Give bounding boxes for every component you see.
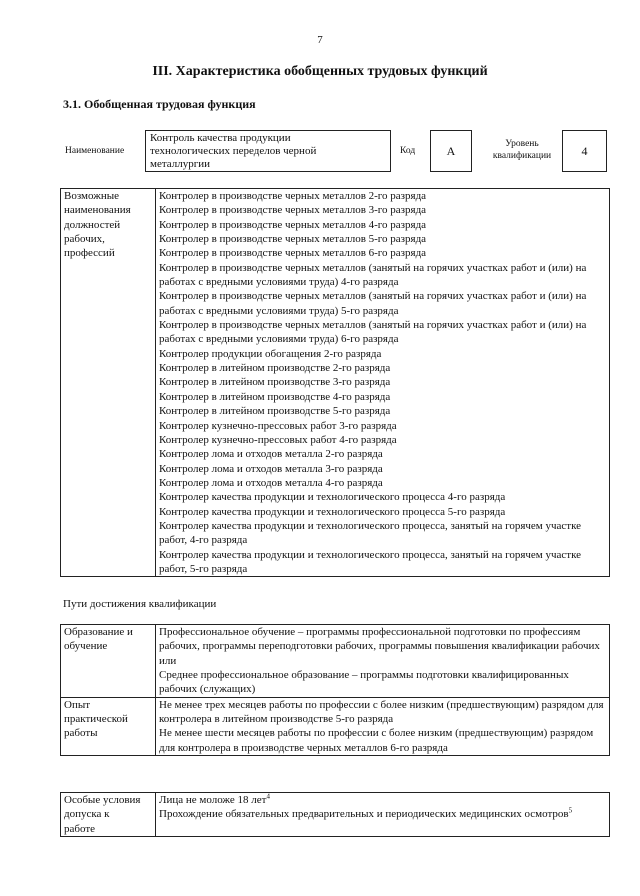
positions-label <box>61 189 156 577</box>
level-label <box>486 138 558 162</box>
list-item <box>159 793 606 807</box>
conditions-label <box>61 793 156 837</box>
list-item: Контролер кузнечно-прессовых работ 3-го разряда <box>159 419 397 432</box>
list-item: Контролер в производстве черных металлов (занятый на горячих участках работ и (или) на работах с вредными условиями труда) 4-го разряда <box>159 261 587 289</box>
label-line: работе <box>64 822 96 835</box>
experience-label <box>61 697 156 755</box>
name-line: технологических переделов черной <box>150 145 317 157</box>
pathways-title: Пути достижения квалификации <box>63 598 217 610</box>
level-value: 4 <box>581 143 588 158</box>
label-line: Особые условия <box>64 794 141 806</box>
list-item: Контролер качества продукции и технологического процесса 4-го разряда <box>159 491 506 504</box>
section-title: III. Характеристика обобщенных трудовых функций <box>152 64 488 79</box>
education-label <box>61 625 156 698</box>
list-item: Контролер кузнечно-прессовых работ 4-го разряда <box>159 433 397 446</box>
subsection-title: 3.1. Обобщенная трудовая функция <box>63 97 256 111</box>
list-item: Контролер в производстве черных металлов 2-го разряда <box>159 190 427 202</box>
list-item: Контролер в производстве черных металлов (занятый на горячих участках работ и (или) на работах с вредными условиями труда) 5-го разряда <box>159 290 587 317</box>
experience-content <box>156 697 610 755</box>
positions-list <box>156 189 610 577</box>
footnote-mark: 5 <box>568 806 573 815</box>
label-line: Образование и <box>64 626 133 638</box>
list-item: Контролер в производстве черных металлов 5-го разряда <box>159 233 427 246</box>
list-item: Контролер лома и отходов металла 3-го разряда <box>159 462 383 475</box>
label-line: должностей <box>64 218 121 231</box>
table-row <box>61 189 610 577</box>
label-line: Опыт <box>64 698 91 711</box>
level-label-line: Уровень <box>505 139 539 149</box>
education-content <box>156 625 610 698</box>
conditions-content <box>156 793 610 837</box>
code-label: Код <box>400 146 416 156</box>
label-line: обучение <box>64 640 108 653</box>
list-item: Контролер качества продукции и технологического процесса, занятый на горячем участке работ, 4-го разряда <box>159 519 582 547</box>
conditions-table <box>60 792 610 837</box>
table-row <box>61 697 610 755</box>
level-box <box>562 130 607 172</box>
list-item: Контролер лома и отходов металла 4-го разряда <box>159 476 383 489</box>
list-item: Контролер лома и отходов металла 2-го разряда <box>159 448 383 461</box>
label-line: профессий <box>64 247 115 260</box>
label-line: работы <box>64 727 98 740</box>
list-item: Контролер в литейном производстве 4-го разряда <box>159 390 391 403</box>
list-item: Контролер в производстве черных металлов (занятый на горячих участках работ и (или) на работах с вредными условиями труда) 6-го разряда <box>159 319 587 346</box>
list-item: Профессиональное обучение – программы профессиональной подготовки по профессиям рабочих, программы переподготовки рабочих, программы повышения квалификации рабочих <box>159 626 600 653</box>
list-item: Не менее трех месяцев работы по профессии с более низким (предшествующим) разрядом для контролера в литейном производстве 5-го разряда <box>159 698 604 726</box>
list-item: Контролер качества продукции и технологического процесса 5-го разряда <box>159 505 506 518</box>
level-label-line: квалификации <box>492 151 552 161</box>
list-item: Контролер в производстве черных металлов 6-го разряда <box>159 247 427 260</box>
list-item: Контролер в литейном производстве 3-го разряда <box>159 376 391 389</box>
list-item: Контролер качества продукции и технологического процесса, занятый на горячем участке работ, 5-го разряда <box>159 548 582 575</box>
list-item: Среднее профессиональное образование – программы подготовки квалифицированных рабочих (служащих) <box>159 669 569 696</box>
list-item: Не менее шести месяцев работы по профессии с более низким (предшествующим) разрядом для контролера в производстве черных металлов 6-го разряда <box>159 727 594 754</box>
code-value: А <box>446 143 456 158</box>
condition-text: Прохождение обязательных предварительных и периодических медицинских осмотров <box>159 808 569 821</box>
name-line: Контроль качества продукции <box>150 132 291 144</box>
table-row <box>61 793 610 837</box>
label-line: допуска к <box>64 808 110 821</box>
page-number: 7 <box>317 34 323 46</box>
footnote-mark: 4 <box>266 792 270 801</box>
list-item: Контролер в литейном производстве 2-го разряда <box>159 362 391 375</box>
name-label: Наименование <box>65 146 125 156</box>
table-row <box>61 625 610 698</box>
label-line: практической <box>64 713 128 726</box>
name-line: металлургии <box>150 158 211 170</box>
positions-table <box>60 188 610 577</box>
list-item: Контролер в литейном производстве 5-го разряда <box>159 405 391 418</box>
label-line: рабочих, <box>64 233 105 246</box>
list-item: Контролер продукции обогащения 2-го разряда <box>159 347 382 360</box>
condition-text: Лица не моложе 18 лет <box>159 794 267 806</box>
label-line: Возможные <box>64 190 119 202</box>
code-box <box>430 130 472 172</box>
name-box <box>145 130 391 172</box>
qualification-table <box>60 624 610 756</box>
list-item <box>159 807 606 821</box>
list-item: Контролер в производстве черных металлов 4-го разряда <box>159 218 427 231</box>
list-item: или <box>159 654 177 667</box>
list-item: Контролер в производстве черных металлов 3-го разряда <box>159 204 427 217</box>
label-line: наименования <box>64 204 131 217</box>
